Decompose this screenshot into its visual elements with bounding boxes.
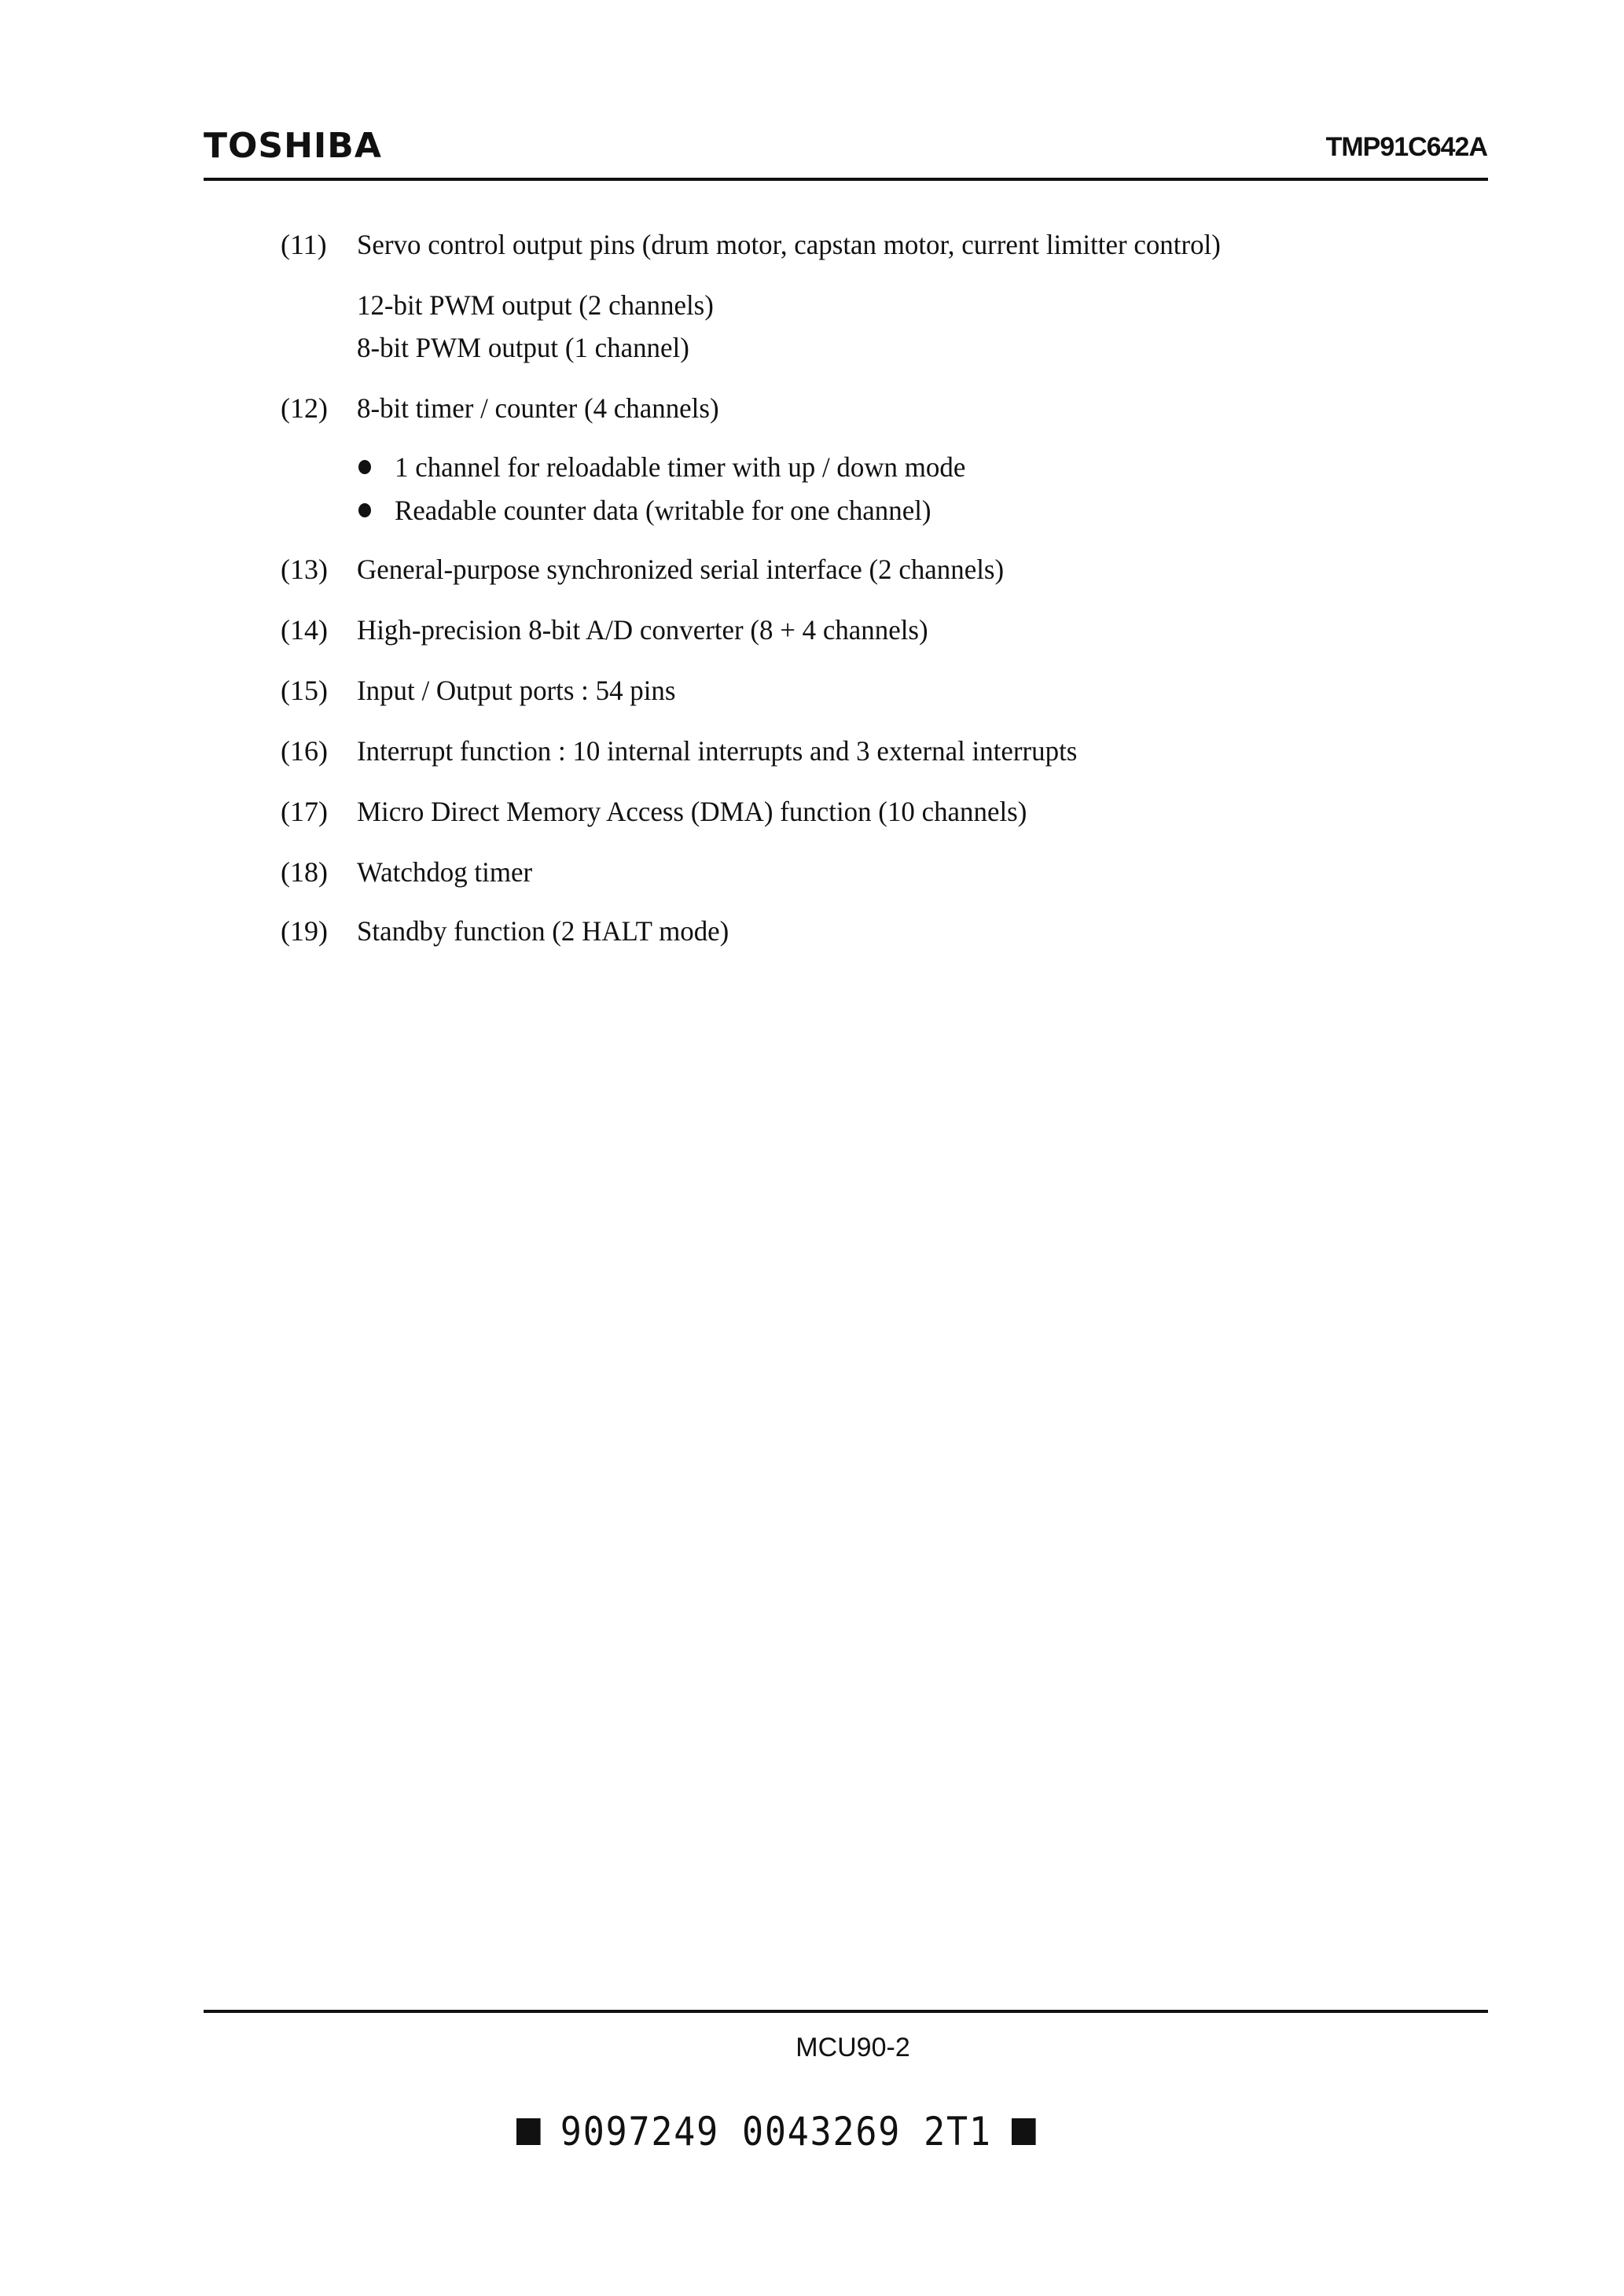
item-text: General-purpose synchronized serial interface (2 channels) <box>357 554 1005 585</box>
bullet-text: 1 channel for reloadable timer with up / down mode <box>395 451 966 483</box>
item-number: (16) <box>281 735 328 767</box>
brand-logo: TOSHIBA <box>204 126 382 166</box>
item-number: (12) <box>281 392 328 424</box>
item-number: (13) <box>281 554 328 585</box>
footer-rule <box>204 2010 1488 2013</box>
item-number: (19) <box>281 915 328 947</box>
item-text: Servo control output pins (drum motor, capstan motor, current limitter control) <box>357 229 1221 260</box>
item-number: (11) <box>281 229 327 260</box>
item-text: Input / Output ports : 54 pins <box>357 675 676 706</box>
header-rule <box>204 178 1488 181</box>
item-text: 8-bit timer / counter (4 channels) <box>357 392 719 424</box>
item-text: Watchdog timer <box>357 856 533 888</box>
model-number: TMP91C642A <box>1325 132 1487 162</box>
bullet-text: Readable counter data (writable for one channel) <box>395 495 931 526</box>
page-number: MCU90-2 <box>795 2033 910 2062</box>
item-number: (18) <box>281 856 328 888</box>
item-text: Micro Direct Memory Access (DMA) function (10 channels) <box>357 796 1027 827</box>
item-number: (15) <box>281 675 328 706</box>
barcode-strip <box>516 2109 1036 2154</box>
square-mark-icon <box>1012 2118 1036 2145</box>
item-number: (17) <box>281 796 328 827</box>
item-subtext: 8-bit PWM output (1 channel) <box>357 332 689 363</box>
bullet-icon <box>358 460 371 474</box>
barcode-text: 9097249 0043269 2T1 <box>560 2109 992 2154</box>
item-text: Standby function (2 HALT mode) <box>357 915 729 947</box>
item-subtext: 12-bit PWM output (2 channels) <box>357 289 714 321</box>
item-text: Interrupt function : 10 internal interrupts and 3 external interrupts <box>357 735 1078 767</box>
item-text: High-precision 8-bit A/D converter (8 + 4 channels) <box>357 614 928 646</box>
square-mark-icon <box>516 2118 541 2145</box>
bullet-icon <box>358 503 371 517</box>
item-number: (14) <box>281 614 328 646</box>
